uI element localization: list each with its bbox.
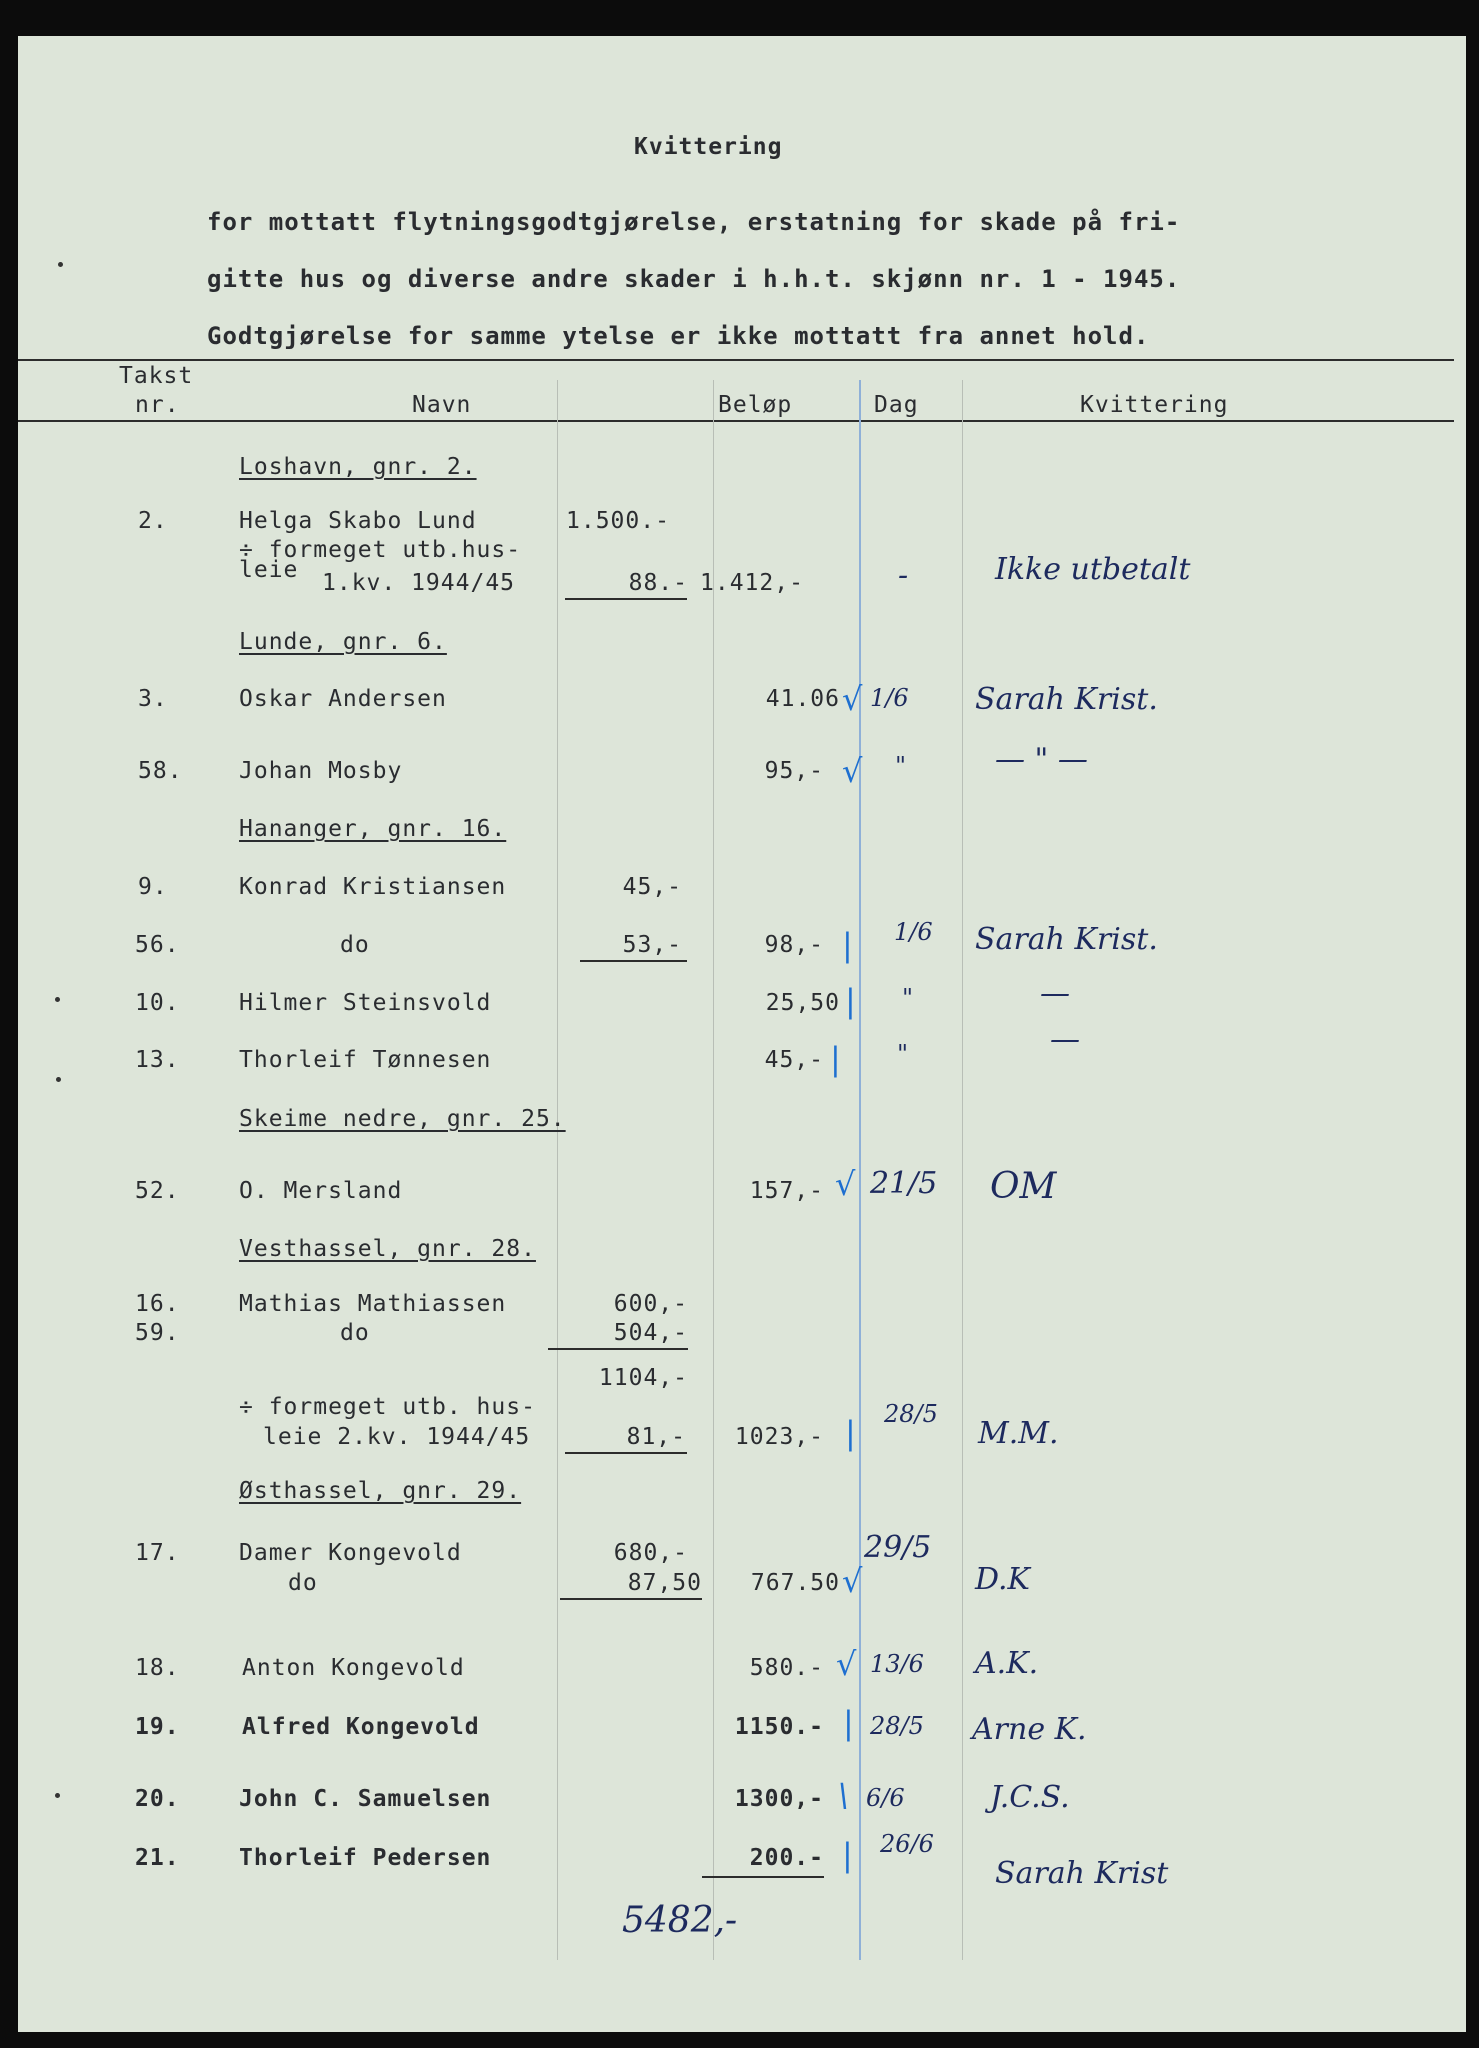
entry-total: 580.- xyxy=(749,1655,824,1681)
entry-day: 1/6 xyxy=(870,684,909,712)
entry-day: " xyxy=(902,984,914,1012)
entry-name: do xyxy=(340,1320,370,1346)
header-takst: Takst xyxy=(119,363,194,389)
entry-name: Hilmer Steinsvold xyxy=(239,990,492,1016)
signature: Sarah Krist. xyxy=(975,682,1158,717)
entry-total: 1300,- xyxy=(734,1786,824,1812)
deduction-text: leie xyxy=(239,557,299,583)
sum-underline xyxy=(565,1452,687,1454)
header-nr: nr. xyxy=(135,392,180,418)
entry-total: 200.- xyxy=(749,1845,824,1871)
entry-day: 26/6 xyxy=(880,1830,934,1858)
entry-nr: 13. xyxy=(135,1047,180,1073)
entry-total: 767.50 xyxy=(750,1570,840,1596)
section-heading: Østhassel, gnr. 29. xyxy=(239,1478,522,1504)
section-heading: Vesthassel, gnr. 28. xyxy=(239,1236,536,1262)
signature: M.M. xyxy=(978,1416,1059,1451)
entry-day: 28/5 xyxy=(870,1712,924,1740)
deduction-text: ÷ formeget utb.hus- xyxy=(239,537,522,563)
entry-subtotal: 1104,- xyxy=(598,1365,688,1391)
signature: Arne K. xyxy=(972,1712,1087,1747)
check-mark-icon: | xyxy=(842,1836,853,1874)
entry-total: 95,- xyxy=(764,758,824,784)
check-mark-icon: | xyxy=(842,926,853,964)
entry-nr: 52. xyxy=(135,1178,180,1204)
sum-underline xyxy=(548,1348,688,1350)
entry-name: Mathias Mathiassen xyxy=(239,1291,507,1317)
entry-total: 157,- xyxy=(749,1178,824,1204)
check-mark-icon: √ xyxy=(836,1645,857,1683)
entry-name: Konrad Kristiansen xyxy=(239,874,507,900)
signature: A.K. xyxy=(975,1646,1039,1681)
entry-nr: 58. xyxy=(138,758,183,784)
entry-name: Johan Mosby xyxy=(239,758,403,784)
column-divider xyxy=(557,380,558,1960)
entry-nr: 21. xyxy=(135,1845,180,1871)
entry-nr: 2. xyxy=(138,508,168,534)
entry-day: 1/6 xyxy=(894,918,933,946)
entry-name: Thorleif Pedersen xyxy=(239,1845,492,1871)
signature: D.K xyxy=(975,1562,1030,1597)
sum-underline xyxy=(565,598,687,600)
document-title: Kvittering xyxy=(634,134,783,160)
check-mark-icon: √ xyxy=(835,1165,856,1203)
entry-total: 25,50 xyxy=(765,990,840,1016)
check-mark-icon: | xyxy=(830,1040,841,1078)
margin-mark xyxy=(58,262,63,267)
grand-total-handwritten: 5482,- xyxy=(622,1900,738,1941)
section-heading: Hananger, gnr. 16. xyxy=(239,816,507,842)
signature: Sarah Krist. xyxy=(975,922,1158,957)
entry-day: 28/5 xyxy=(884,1400,938,1428)
entry-nr: 19. xyxy=(135,1714,180,1740)
entry-name: Alfred Kongevold xyxy=(242,1714,480,1740)
entry-nr: 3. xyxy=(138,686,168,712)
signature: — xyxy=(1040,976,1070,1011)
entry-nr: 56. xyxy=(135,932,180,958)
section-heading: Lunde, gnr. 6. xyxy=(239,629,447,655)
table-top-rule xyxy=(18,359,1454,361)
entry-day: 13/6 xyxy=(870,1650,924,1678)
entry-name: Thorleif Tønnesen xyxy=(239,1047,492,1073)
signature: Ikke utbetalt xyxy=(995,552,1191,587)
margin-mark xyxy=(56,1077,61,1082)
intro-line-2: gitte hus og diverse andre skader i h.h.t. skjønn nr. 1 - 1945. xyxy=(207,265,1181,293)
entry-subamount: 53,- xyxy=(622,932,682,958)
entry-nr: 18. xyxy=(135,1655,180,1681)
check-mark-icon: √ xyxy=(842,680,863,718)
deduction-text: 1.kv. 1944/45 xyxy=(322,570,516,596)
entry-name: John C. Samuelsen xyxy=(239,1786,492,1812)
section-heading: Skeime nedre, gnr. 25. xyxy=(239,1106,566,1132)
entry-total: 1150.- xyxy=(734,1714,824,1740)
intro-line-1: for mottatt flytningsgodtgjørelse, erstatning for skade på fri- xyxy=(207,208,1181,236)
entry-day: - xyxy=(898,558,909,593)
signature: Sarah Krist xyxy=(995,1856,1169,1891)
signature: — xyxy=(1050,1022,1080,1057)
signature: OM xyxy=(990,1166,1057,1207)
signature: J.C.S. xyxy=(990,1780,1070,1815)
header-kvittering: Kvittering xyxy=(1080,392,1229,418)
entry-day: 29/5 xyxy=(864,1530,932,1565)
margin-mark xyxy=(55,997,60,1002)
deduction-amount: 81,- xyxy=(626,1424,686,1450)
entry-name: Helga Skabo Lund xyxy=(239,508,477,534)
entry-subamount: 504,- xyxy=(613,1320,688,1346)
sum-underline xyxy=(580,960,687,962)
intro-line-3: Godtgjørelse for samme ytelse er ikke mottatt fra annet hold. xyxy=(207,322,1150,350)
table-header-rule xyxy=(18,420,1454,422)
entry-total: 41.06 xyxy=(765,686,840,712)
check-mark-icon: | xyxy=(845,1414,856,1452)
section-heading: Loshavn, gnr. 2. xyxy=(239,454,477,480)
sum-underline xyxy=(702,1876,824,1878)
entry-nr: 10. xyxy=(135,990,180,1016)
entry-total: 45,- xyxy=(764,1047,824,1073)
entry-day: " xyxy=(897,1040,909,1068)
header-belop: Beløp xyxy=(718,392,793,418)
entry-nr: 59. xyxy=(135,1320,180,1346)
entry-name: do xyxy=(340,932,370,958)
column-divider-blue xyxy=(859,380,861,1960)
entry-total: 1.412,- xyxy=(700,570,804,596)
column-divider xyxy=(962,380,963,1960)
check-mark-icon: | xyxy=(843,1704,854,1742)
deduction-text: leie 2.kv. 1944/45 xyxy=(263,1424,531,1450)
entry-subamount: 1.500.- xyxy=(566,508,670,534)
check-mark-icon: \ xyxy=(838,1776,849,1814)
entry-total: 1023,- xyxy=(734,1424,824,1450)
check-mark-icon: | xyxy=(845,982,856,1020)
entry-name: Anton Kongevold xyxy=(242,1655,465,1681)
entry-name: Damer Kongevold xyxy=(239,1540,462,1566)
check-mark-icon: √ xyxy=(842,1562,863,1600)
entry-nr: 20. xyxy=(135,1786,180,1812)
check-mark-icon: √ xyxy=(842,752,863,790)
entry-name: Oskar Andersen xyxy=(239,686,447,712)
entry-subamount: 45,- xyxy=(622,874,682,900)
entry-nr: 17. xyxy=(135,1540,180,1566)
signature: — " — xyxy=(995,742,1088,777)
entry-name: O. Mersland xyxy=(239,1178,403,1204)
entry-day: " xyxy=(895,752,907,780)
entry-nr: 16. xyxy=(135,1291,180,1317)
deduction-amount: 88.- xyxy=(628,570,688,596)
entry-total: 98,- xyxy=(764,932,824,958)
header-navn: Navn xyxy=(412,392,472,418)
entry-subamount: 87,50 xyxy=(627,1570,702,1596)
entry-nr: 9. xyxy=(138,874,168,900)
header-dag: Dag xyxy=(874,392,919,418)
entry-subamount: 680,- xyxy=(613,1540,688,1566)
margin-mark xyxy=(55,1793,60,1798)
entry-day: 6/6 xyxy=(866,1784,905,1812)
entry-name-line2: do xyxy=(288,1570,318,1596)
sum-underline xyxy=(560,1598,702,1600)
entry-day: 21/5 xyxy=(870,1166,938,1201)
entry-subamount: 600,- xyxy=(613,1291,688,1317)
deduction-text: ÷ formeget utb. hus- xyxy=(239,1394,536,1420)
